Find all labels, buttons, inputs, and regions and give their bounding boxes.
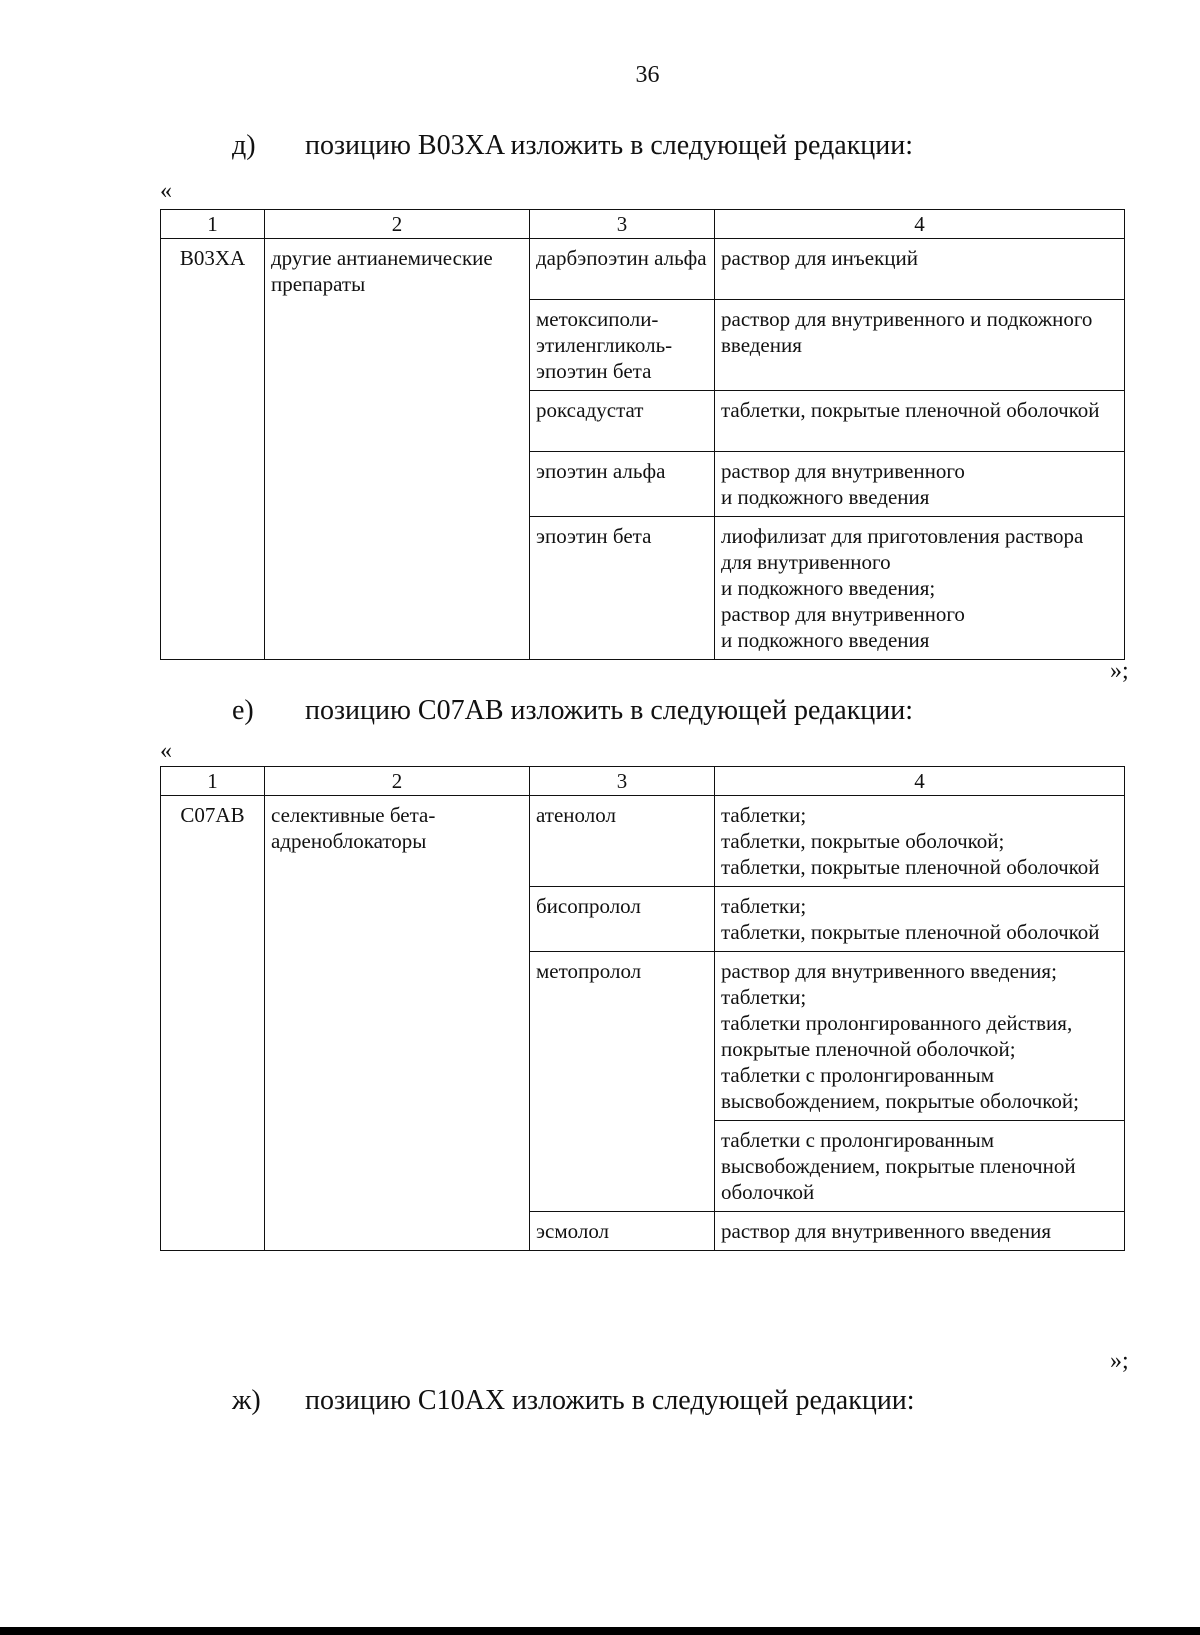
- table-header-row: [161, 210, 1125, 239]
- header-cell: 2: [265, 210, 530, 239]
- open-quote: «: [160, 738, 172, 764]
- table-c07ab: [160, 766, 1125, 1251]
- group-name: селективные бета-адреноблокаторы: [265, 796, 530, 1251]
- drug-name: метоксиполи-этиленгликоль-эпоэтин бета: [530, 300, 715, 391]
- drug-name: эпоэтин бета: [530, 517, 715, 660]
- section-heading-e: [232, 695, 913, 727]
- drug-name: дарбэпоэтин альфа: [530, 239, 715, 300]
- drug-name: эпоэтин альфа: [530, 452, 715, 517]
- close-quote: »;: [1110, 1348, 1129, 1374]
- section-heading-d: [232, 130, 913, 162]
- table-header-row: [161, 767, 1125, 796]
- open-quote: «: [160, 178, 172, 204]
- scan-edge-bar: [0, 1627, 1200, 1635]
- section-label: д): [232, 130, 256, 161]
- dosage-forms: раствор для внутривенного введения; таблетки; таблетки пролонгированного действия, покрытые пленочной оболочкой; таблетки с пролонгированным высвобождением, покрытые оболочкой;: [715, 952, 1125, 1121]
- group-name: другие антианемические препараты: [265, 239, 530, 660]
- dosage-forms: раствор для внутривенного введения: [715, 1212, 1125, 1251]
- section-label: ж): [232, 1385, 261, 1416]
- header-cell: 3: [530, 210, 715, 239]
- page-number: 36: [635, 62, 660, 88]
- drug-name: бисопролол: [530, 887, 715, 952]
- section-text: позицию C10AX изложить в следующей редакции:: [305, 1385, 915, 1416]
- dosage-forms: таблетки, покрытые пленочной оболочкой: [715, 391, 1125, 452]
- header-cell: 4: [715, 210, 1125, 239]
- dosage-forms: раствор для инъекций: [715, 239, 1125, 300]
- drug-name: метопролол: [530, 952, 715, 1212]
- drug-name: роксадустат: [530, 391, 715, 452]
- section-text: позицию C07AB изложить в следующей редакции:: [305, 695, 914, 726]
- dosage-forms: таблетки; таблетки, покрытые пленочной оболочкой: [715, 887, 1125, 952]
- dosage-forms: раствор для внутривенного и подкожного введения: [715, 452, 1125, 517]
- atc-code: B03XA: [161, 239, 265, 660]
- section-heading-zh: [232, 1385, 915, 1417]
- header-cell: 3: [530, 767, 715, 796]
- section-text: позицию B03XA изложить в следующей редакции:: [305, 130, 914, 161]
- dosage-forms: лиофилизат для приготовления раствора для внутривенного и подкожного введения; раствор для внутривенного и подкожного введения: [715, 517, 1125, 660]
- dosage-forms: таблетки с пролонгированным высвобождением, покрытые пленочной оболочкой: [715, 1121, 1125, 1212]
- drug-name: атенолол: [530, 796, 715, 887]
- table-b03xa: [160, 209, 1125, 660]
- dosage-forms: раствор для внутривенного и подкожного введения: [715, 300, 1125, 391]
- header-cell: 1: [161, 210, 265, 239]
- table-row: [161, 796, 1125, 887]
- section-label: е): [232, 695, 254, 726]
- atc-code: C07AB: [161, 796, 265, 1251]
- header-cell: 2: [265, 767, 530, 796]
- drug-name: эсмолол: [530, 1212, 715, 1251]
- close-quote: »;: [1110, 658, 1129, 684]
- dosage-forms: таблетки; таблетки, покрытые оболочкой; таблетки, покрытые пленочной оболочкой: [715, 796, 1125, 887]
- header-cell: 4: [715, 767, 1125, 796]
- table-row: [161, 239, 1125, 300]
- header-cell: 1: [161, 767, 265, 796]
